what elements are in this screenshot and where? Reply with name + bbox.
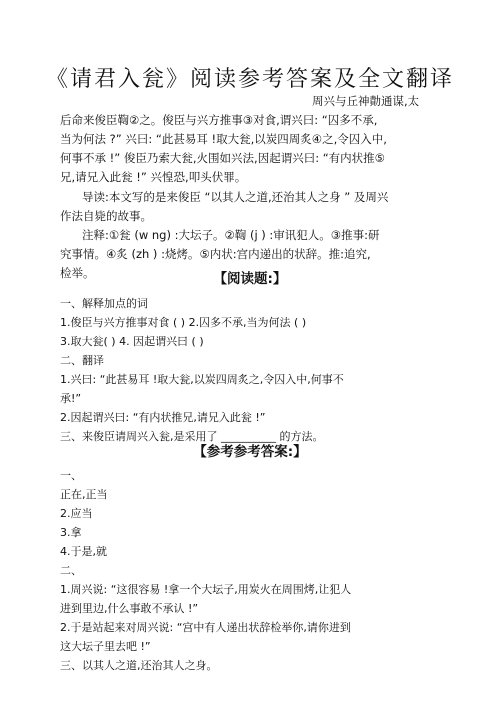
document-title: 《请君入瓮》阅读参考答案及全文翻译 xyxy=(45,67,454,92)
question-line: 三、来俊臣请周兴入瓮,是采用了 __________ 的方法。 xyxy=(60,430,324,443)
passage-block xyxy=(60,92,440,187)
answer-line: 2.应当 xyxy=(60,507,93,520)
answer-line: 这大坛子里去吧 !” xyxy=(60,640,151,653)
note-line: 究事情。④炙 (zh ) :烧烤。⑤内状:宫内递出的状辞。推:追究, xyxy=(60,247,371,261)
answer-line: 4.于是,就 xyxy=(60,545,107,558)
passage-line: 兄,请兄入此瓮 !” 兴惶恐,叩头伏罪。 xyxy=(60,170,247,184)
answer-line: 进到里边,什么事敢不承认 !” xyxy=(60,602,199,615)
passage-line: 周兴与丘神勣通谋,太 xyxy=(312,94,420,108)
guide-line: 导读:本文写的是来俊臣 “以其人之道,还治其人之身 ” 及周兴 xyxy=(82,190,389,204)
note-line: 检举。 xyxy=(60,266,95,280)
question-line: 3.取大瓮( ) 4. 因起谓兴曰 ( ) xyxy=(60,335,204,348)
answer-line: 3.拿 xyxy=(60,526,82,539)
questions-block xyxy=(60,294,440,446)
guide-block xyxy=(60,188,440,226)
answers-block xyxy=(60,466,440,675)
question-line: 承!” xyxy=(60,392,82,405)
question-line: 1.俊臣与兴方推事对食 ( ) 2.囚多不承,当为何法 ( ) xyxy=(60,316,307,329)
answer-line: 一、 xyxy=(60,469,82,482)
passage-line: 何事不承 !” 俊臣乃索大瓮,火围如兴法,因起谓兴曰: “有内状推⑤ xyxy=(60,151,385,165)
reading-questions-heading: 【阅读题:】 xyxy=(213,271,287,287)
answer-line: 三、以其人之道,还治其人之身。 xyxy=(60,659,218,672)
answer-line: 正在,正当 xyxy=(60,488,108,501)
answer-line: 2.于是站起来对周兴说: “宫中有人递出状辞检举你,请你进到 xyxy=(60,621,351,634)
passage-line: 当为何法 ?” 兴曰: “此甚易耳 !取大瓮,以炭四周炙④之,令囚入中, xyxy=(60,132,387,146)
question-line: 一、解释加点的词 xyxy=(60,297,148,310)
guide-line: 作法自毙的故事。 xyxy=(60,209,152,223)
answers-heading: 【参考参考答案:】 xyxy=(193,444,307,460)
question-line: 2.因起谓兴曰: “有内状推兄,请兄入此瓮 !” xyxy=(60,411,266,424)
passage-line: 后命来俊臣鞫②之。俊臣与兴方推事③对食,谓兴曰: “囚多不承, xyxy=(60,113,378,127)
question-line: 1.兴曰: “此甚易耳 !取大瓮,以炭四周炙之,令囚入中,何事不 xyxy=(60,373,344,386)
note-line: 注释:①瓮 (w ng) :大坛子。②鞫 (j ) :审讯犯人。③推事:研 xyxy=(82,228,380,242)
question-line: 二、翻译 xyxy=(60,354,104,367)
answer-line: 1.周兴说: “这很容易 !拿一个大坛子,用炭火在周围烤,让犯人 xyxy=(60,583,352,596)
answer-line: 二、 xyxy=(60,564,82,577)
